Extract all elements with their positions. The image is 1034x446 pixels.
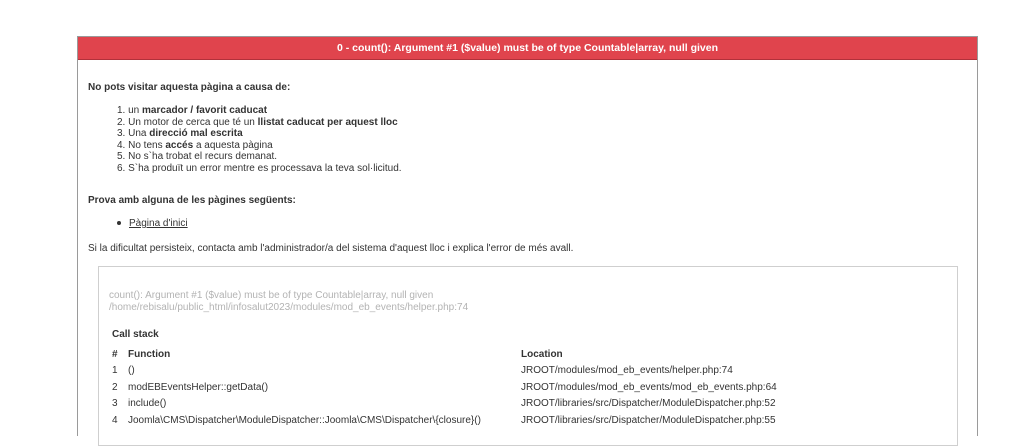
reason-item: 5. No s`ha trobat el recurs demanat. (117, 151, 278, 163)
row-num: 2 (112, 381, 118, 393)
error-details-box (98, 266, 958, 446)
table-row (112, 396, 777, 413)
help-text: Si la dificultat persisteix, contacta amb l'administrador/a del sistema d'aquest lloc i explica l'error de més avall. (88, 243, 574, 254)
row-location: JROOT/libraries/src/Dispatcher/ModuleDispatcher.php:52 (521, 398, 776, 410)
reasons-list (117, 105, 402, 175)
list-item (117, 218, 188, 229)
suggest-heading: Prova amb alguna de les pàgines següents: (88, 195, 296, 206)
row-function: () (128, 365, 135, 377)
call-stack-title: Call stack (112, 329, 159, 340)
table-header-row (112, 346, 777, 363)
row-num: 3 (112, 398, 118, 410)
error-title-bar (78, 37, 977, 60)
column-header-location: Location (521, 348, 563, 360)
table-row (112, 379, 777, 396)
row-location: JROOT/libraries/src/Dispatcher/ModuleDispatcher.php:55 (521, 414, 776, 426)
table-row (112, 363, 777, 380)
reason-item: 1. un marcador / favorit caducat (117, 105, 268, 116)
error-message (109, 290, 468, 313)
error-title: 0 - count(): Argument #1 ($value) must be of type Countable|array, null given (337, 42, 718, 54)
row-function: include() (128, 398, 167, 410)
suggest-list (117, 218, 188, 229)
home-page-link[interactable]: Pàgina d'inici (129, 218, 188, 229)
error-message-line: count(): Argument #1 ($value) must be of type Countable|array, null given (109, 290, 434, 301)
reason-item: 2. Un motor de cerca que té un llistat caducat per aquest lloc (117, 116, 398, 128)
row-location: JROOT/modules/mod_eb_events/helper.php:74 (521, 365, 733, 377)
row-num: 4 (112, 414, 118, 426)
reason-item: 3. Una direcció mal escrita (117, 128, 243, 140)
reasons-heading: No pots visitar aquesta pàgina a causa de: (88, 82, 291, 93)
row-function: modEBEventsHelper::getData() (128, 381, 269, 393)
column-header-function: Function (128, 348, 171, 360)
reason-item: 6. S`ha produït un error mentre es processava la teva sol·licitud. (117, 162, 402, 174)
error-file-path: /home/rebisalu/public_html/infosalut2023/modules/mod_eb_events/helper.php:74 (109, 301, 469, 313)
reason-item: 4. No tens accés a aquesta pàgina (117, 139, 273, 151)
bullet-icon (117, 221, 121, 225)
column-header-num: # (112, 348, 118, 360)
call-stack-table (112, 346, 777, 429)
row-num: 1 (112, 365, 118, 377)
row-location: JROOT/modules/mod_eb_events/mod_eb_events.php:64 (521, 381, 777, 393)
row-function: Joomla\CMS\Dispatcher\ModuleDispatcher::Joomla\CMS\Dispatcher\{closure}() (128, 414, 481, 426)
table-row (112, 412, 777, 429)
